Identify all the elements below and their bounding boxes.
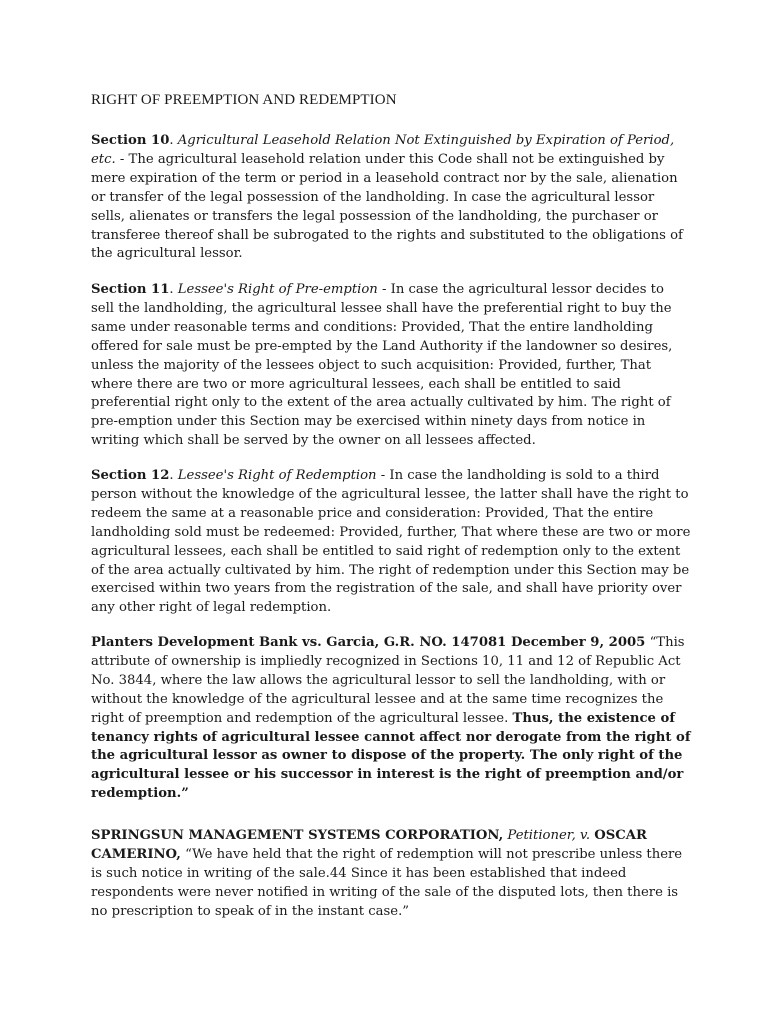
section-10-heading: Section 10 (91, 133, 170, 148)
section-12-body: In case the landholding is sold to a third person without the knowledge of the agricultural lessee, the latter shall have the right to redeem the same at a reasonable price and consideration: Provided, That the entire landholding sold must be redeemed: Provided, further, That where these are two or more agricultural lessees, each shall be entitled to said right of redemption only to the extent of the area actually cultivated by him. The right of redemption under this Section may be exercised within two years from the registration of the sale, and shall have priority over any other right of legal redemption. (91, 468, 691, 616)
section-12-caption: Lessee's Right of Redemption (177, 468, 377, 483)
case-springsun-petitioner: SPRINGSUN MANAGEMENT SYSTEMS CORPORATION, (91, 828, 504, 843)
case-planters-citation: Planters Development Bank vs. Garcia, G.R. NO. 147081 December 9, 2005 (91, 635, 646, 650)
case-springsun-quote: “We have held that the right of redemption will not prescribe unless there is such notice in writing of the sale.44 Since it has been established that indeed respondents were never notified in writing of the sale of the disputed lots, then there is no prescription to speak of in the instant case.” (91, 846, 683, 919)
section-11-caption: Lessee's Right of Pre-emption (177, 282, 378, 297)
section-11-paragraph: Section 11. Lessee's Right of Pre-emption - In case the agricultural lessor decides to sell the landholding, the agricultural lessee shall have the preferential right to buy the same under reasonable terms and conditions: Provided, That the entire landholding offered for sale must be pre-empted by the Land Authority if the landowner so desires, unless the majority of the lessees object to such acquisition: Provided, further, That where there are two or more agricultural lessees, each shall be entitled to said preferential right only to the extent of the area actually cultivated by him. The right of pre-emption under this Section may be exercised within ninety days from notice in writing which shall be served by the owner on all lessees affected. (91, 282, 673, 449)
case-springsun-role: Petitioner, v. (507, 828, 591, 843)
case-planters-paragraph (91, 634, 691, 804)
section-11-heading: Section 11 (91, 282, 170, 297)
section-10-body: The agricultural leasehold relation under this Code shall not be extinguished by mere expiration of the term or period in a leasehold contract nor by the sale, alienation or transfer of the legal possession of the landholding. In case the agricultural lessor sells, alienates or transfers the legal possession of the landholding, the purchaser or transferee thereof shall be subrogated to the rights and substituted to the obligations of the agricultural lessor. (91, 151, 683, 262)
case-planters-quote-bold: Thus, the existence of tenancy rights of agricultural lessee cannot affect nor derogate from the right of the agricultural lessor as owner to dispose of the property. The only right of the agricultural lessee or his successor in interest is the right of preemption and/or redemption.” (91, 710, 691, 802)
page-title: RIGHT OF PREEMPTION AND REDEMPTION (91, 92, 397, 108)
section-12-heading: Section 12 (91, 468, 170, 483)
case-springsun-paragraph (91, 827, 691, 922)
section-12-paragraph: Section 12. Lessee's Right of Redemption - In case the landholding is sold to a third person without the knowledge of the agricultural lessee, the latter shall have the right to redeem the same at a reasonable price and consideration: Provided, That the entire landholding sold must be redeemed: Provided, further, That where these are two or more agricultural lessees, each shall be entitled to said right of redemption only to the extent of the area actually cultivated by him. The right of redemption under this Section may be exercised within two years from the registration of the sale, and shall have priority over any other right of legal redemption. (91, 468, 691, 616)
case-planters-quote: “This attribute of ownership is impliedly recognized in Sections 10, 11 and 12 of Republic Act No. 3844, where the law allows the agricultural lessor to sell the landholding, with or without the knowledge of the agricultural lessee and at the same time recognizes the right of preemption and redemption of the agricultural lessee. (91, 635, 685, 726)
section-10-paragraph: Section 10. Agricultural Leasehold Relation Not Extinguished by Expiration of Period, etc. - The agricultural leasehold relation under this Code shall not be extinguished by mere expiration of the term or period in a leasehold contract nor by the sale, alienation or transfer of the legal possession of the landholding. In case the agricultural lessor sells, alienates or transfers the legal possession of the landholding, the purchaser or transferee thereof shall be subrogated to the rights and substituted to the obligations of the agricultural lessor. (91, 133, 683, 262)
case-springsun-respondent: OSCAR CAMERINO, (91, 828, 647, 862)
section-11-body: In case the agricultural lessor decides to sell the landholding, the agricultural lessee shall have the preferential right to buy the same under reasonable terms and conditions: Provided, That the entire landholding offered for sale must be pre-empted by the Land Authority if the landowner so desires, unless the majority of the lessees object to such acquisition: Provided, further, That where there are two or more agricultural lessees, each shall be entitled to said preferential right only to the extent of the area actually cultivated by him. The right of pre-emption under this Section may be exercised within ninety days from notice in writing which shall be served by the owner on all lessees affected. (91, 282, 673, 449)
section-10-caption: Agricultural Leasehold Relation Not Extinguished by Expiration of Period, etc. (91, 133, 675, 167)
